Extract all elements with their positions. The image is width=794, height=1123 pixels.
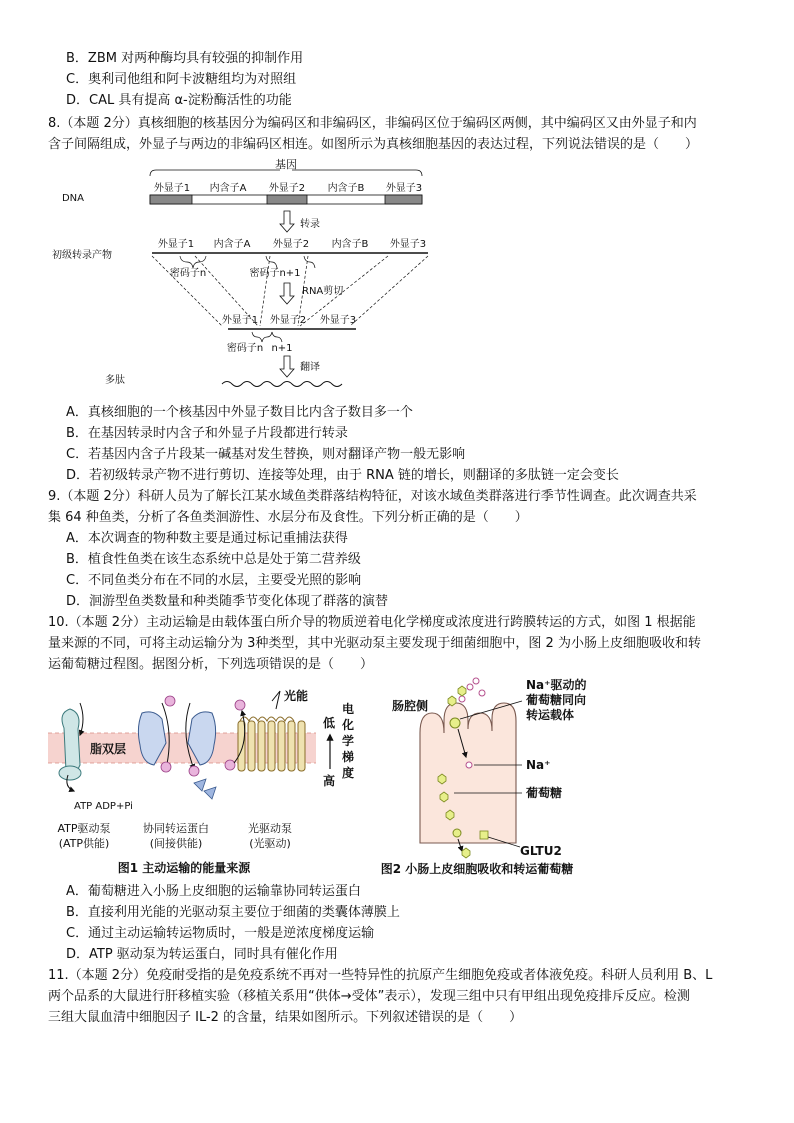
gradient-char-5: 度 bbox=[342, 766, 355, 780]
glucose-label: 葡萄糖 bbox=[526, 786, 563, 800]
dna-exon-3-label: 外显子3 bbox=[385, 183, 423, 194]
polypeptide-label: 多肽 bbox=[105, 375, 125, 386]
primary-intron-a-label: 内含子A bbox=[213, 239, 251, 250]
gradient-char-3: 学 bbox=[342, 734, 355, 748]
cotransporter-label: 协同转运蛋白 bbox=[143, 822, 209, 835]
dna-exon-1-label: 外显子1 bbox=[153, 183, 191, 194]
polypeptide-wave bbox=[222, 382, 342, 387]
mature-exon-1-label: 外显子1 bbox=[221, 315, 259, 326]
primary-exon-3-label: 外显子3 bbox=[389, 239, 427, 250]
epithelial-cell bbox=[420, 703, 516, 843]
q10-stem-line-2: 量来源的不同，可将主动运输分为 3种类型，其中光驱动泵主要发现于细菌细胞中，图 2 为小肠上皮细胞吸收和转 bbox=[48, 636, 701, 651]
transcription-arrow bbox=[280, 211, 294, 232]
high-label: 高 bbox=[323, 774, 336, 788]
light-pump-protein bbox=[238, 721, 305, 771]
light-pump-sub: (光驱动) bbox=[249, 837, 291, 850]
light-energy-label: 光能 bbox=[284, 689, 309, 703]
atp-pump-label: ATP驱动泵 bbox=[57, 822, 111, 835]
q10-stem-line-1: 10.（本题 2分）主动运输是由载体蛋白所介导的物质逆着电化学梯度或浓度进行跨膜转运的方式，如图 1 根据能 bbox=[48, 615, 696, 630]
atp-pump-protein bbox=[62, 709, 80, 774]
dna-intron-a-label: 内含子A bbox=[209, 183, 247, 194]
low-label: 低 bbox=[323, 716, 336, 730]
glut-label: GLTU2 bbox=[520, 844, 562, 858]
q7-option-c: C．奥利司他组和阿卡波糖组均为对照组 bbox=[66, 72, 297, 87]
dna-exon-2-label: 外显子2 bbox=[268, 183, 306, 194]
codon-n-label: 密码子n bbox=[169, 268, 207, 279]
translation-label: 翻译 bbox=[300, 362, 320, 373]
q8-stem-line-2: 含子间隔组成，外显子与两边的非编码区相连。如图所示为真核细胞基因的表达过程，下列说法错误的是（ ） bbox=[48, 137, 699, 152]
carrier-label-1: Na⁺驱动的 bbox=[526, 678, 587, 692]
q9-option-c: C．不同鱼类分布在不同的水层，主要受光照的影响 bbox=[66, 573, 362, 588]
codon-bottom-n1-label: n+1 bbox=[271, 343, 293, 354]
q10-option-d: D．ATP 驱动泵为转运蛋白，同时具有催化作用 bbox=[66, 947, 338, 962]
figure-2-intestinal-glucose-transport bbox=[362, 673, 642, 878]
gradient-char-4: 梯 bbox=[342, 750, 355, 764]
figure-1-active-transport-energy bbox=[44, 683, 364, 878]
cotransporter-sub: (间接供能) bbox=[149, 837, 203, 850]
gene-label: 基因 bbox=[275, 158, 297, 171]
lumen-label: 肠腔侧 bbox=[392, 699, 429, 713]
light-pump-label: 光驱动泵 bbox=[248, 822, 292, 835]
q8-option-b: B．在基因转录时内含子和外显子片段都进行转录 bbox=[66, 426, 348, 441]
q7-option-d: D．CAL 具有提高 α-淀粉酶活性的功能 bbox=[66, 93, 292, 108]
q10-option-b: B．直接利用光能的光驱动泵主要位于细菌的类囊体薄膜上 bbox=[66, 905, 400, 920]
glut2-transporter bbox=[480, 831, 488, 839]
q9-stem-line-1: 9.（本题 2分）科研人员为了解长江某水域鱼类群落结构特征，对该水域鱼类群落进行季节性调查。此次调查共采 bbox=[48, 489, 697, 504]
primary-transcript-label: 初级转录产物 bbox=[52, 250, 112, 261]
q9-stem-line-2: 集 64 种鱼类，分析了各鱼类洄游性、水层分布及食性。下列分析正确的是（ ） bbox=[48, 510, 528, 525]
q8-option-c: C．若基因内含子片段某一碱基对发生替换，则对翻译产物一般无影响 bbox=[66, 447, 466, 462]
lipid-label: 脂双层 bbox=[90, 742, 127, 756]
carrier-label-3: 转运载体 bbox=[526, 708, 575, 722]
q9-option-d: D．洄游型鱼类数量和种类随季节变化体现了群落的演替 bbox=[66, 594, 389, 609]
dna-exon-1 bbox=[150, 195, 192, 204]
codon-bottom-n-label: 密码子n bbox=[226, 343, 264, 354]
transcription-label: 转录 bbox=[300, 219, 320, 230]
q9-option-b: B．植食性鱼类在该生态系统中总是处于第二营养级 bbox=[66, 552, 361, 567]
na-label: Na⁺ bbox=[526, 758, 551, 772]
atp-pump-sub: (ATP供能) bbox=[58, 837, 110, 850]
q10-stem-line-3: 运葡萄糖过程图。据图分析，下列选项错误的是（ ） bbox=[48, 657, 374, 672]
q8-option-a: A．真核细胞的一个核基因中外显子数目比内含子数目多一个 bbox=[66, 405, 413, 420]
splicing-arrow bbox=[280, 283, 294, 304]
gene-expression-diagram bbox=[40, 156, 460, 400]
q8-option-d: D．若初级转录产物不进行剪切、连接等处理，由于 RNA 链的增长，则翻译的多肽链一定会变长 bbox=[66, 468, 619, 483]
q7-option-b: B．ZBM 对两种酶均具有较强的抑制作用 bbox=[66, 51, 304, 66]
mature-exon-2-label: 外显子2 bbox=[269, 315, 307, 326]
dna-exon-2 bbox=[267, 195, 307, 204]
q11-stem-line-1: 11.（本题 2分）免疫耐受指的是免疫系统不再对一些特异性的抗原产生细胞免疫或者体液免疫。科研人员利用 B、L bbox=[48, 968, 713, 983]
lipid-bilayer bbox=[48, 733, 316, 763]
mature-exon-3-label: 外显子3 bbox=[319, 315, 357, 326]
gradient-char-2: 化 bbox=[342, 718, 355, 732]
q8-stem-line-1: 8.（本题 2分）真核细胞的核基因分为编码区和非编码区，非编码区位于编码区两侧，其中编码区又由外显子和内 bbox=[48, 116, 697, 131]
splicing-label: RNA剪切 bbox=[302, 286, 344, 297]
atp-label: ATP ADP+Pi bbox=[74, 801, 133, 812]
q9-option-a: A．本次调查的物种数主要是通过标记重捕法获得 bbox=[66, 531, 348, 546]
q10-option-c: C．通过主动运输转运物质时，一般是逆浓度梯度运输 bbox=[66, 926, 375, 941]
figure-1-caption: 图1 主动运输的能量来源 bbox=[117, 861, 251, 875]
primary-exon-2-label: 外显子2 bbox=[272, 239, 310, 250]
dna-exon-3 bbox=[385, 195, 422, 204]
q11-stem-line-3: 三组大鼠血清中细胞因子 IL-2 的含量，结果如图所示。下列叙述错误的是（ ） bbox=[48, 1010, 523, 1025]
dna-label: DNA bbox=[61, 193, 85, 204]
figure-2-caption: 图2 小肠上皮细胞吸收和转运葡萄糖 bbox=[380, 862, 574, 876]
q10-option-a: A．葡萄糖进入小肠上皮细胞的运输靠协同转运蛋白 bbox=[66, 884, 361, 899]
gradient-char-1: 电 bbox=[342, 702, 355, 716]
primary-exon-1-label: 外显子1 bbox=[157, 239, 195, 250]
translation-arrow bbox=[280, 356, 294, 377]
sglt-carrier bbox=[450, 718, 460, 728]
carrier-label-2: 葡萄糖同向 bbox=[526, 693, 587, 707]
codon-n1-label: 密码子n+1 bbox=[249, 268, 301, 279]
dna-intron-b-label: 内含子B bbox=[327, 183, 365, 194]
primary-intron-b-label: 内含子B bbox=[331, 239, 369, 250]
q11-stem-line-2: 两个品系的大鼠进行肝移植实验（移植关系用“供体→受体”表示），发现三组中只有甲组出现免疫排斥反应。检测 bbox=[48, 989, 690, 1004]
